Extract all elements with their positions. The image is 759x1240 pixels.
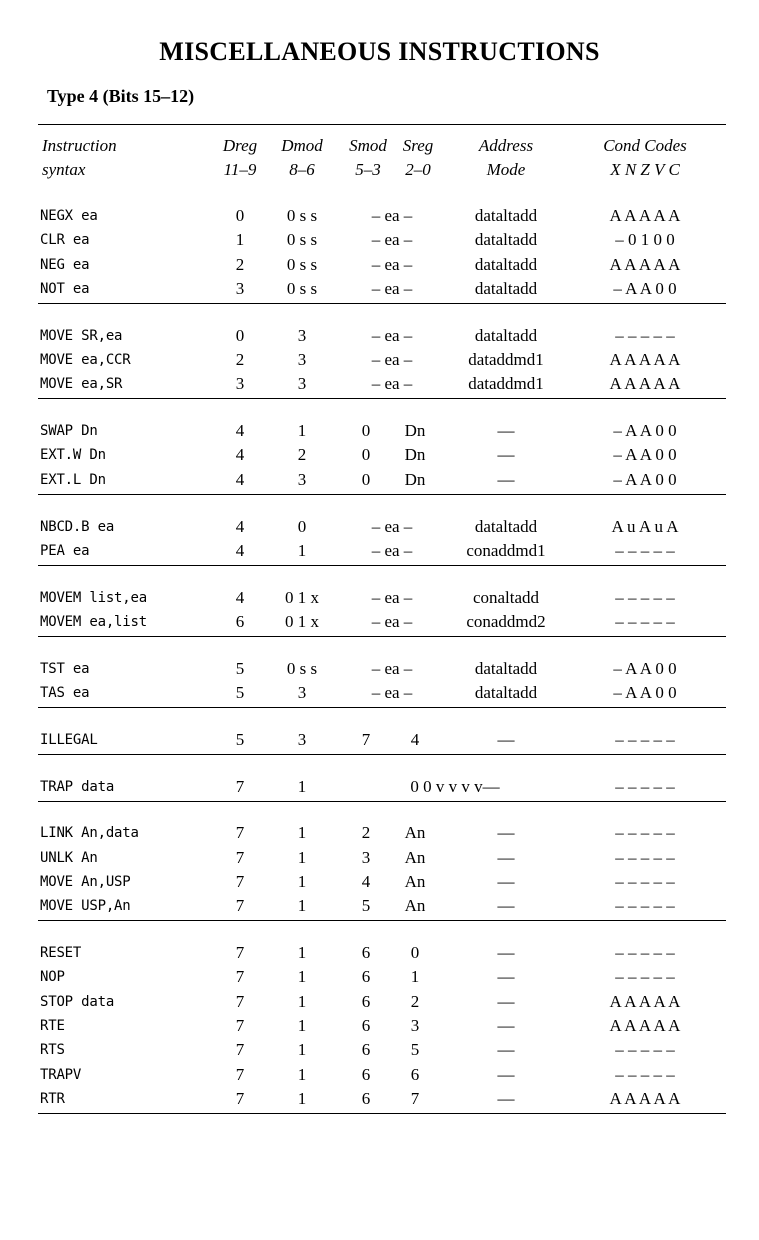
cell-dmod: 0 s s — [286, 659, 318, 678]
cell-dreg: 7 — [235, 1016, 245, 1035]
cell-dreg: 6 — [235, 612, 245, 631]
cell-dmod: 0 — [297, 517, 307, 536]
cell-sreg: Dn — [404, 421, 426, 440]
cell-addr: — — [497, 872, 515, 891]
cell-dreg: 4 — [235, 470, 245, 489]
cell-dreg: 3 — [235, 374, 245, 393]
cell-cond: – – – – – — [615, 777, 675, 796]
cell-dmod: 0 s s — [286, 206, 318, 225]
cell-ea: – ea – — [371, 612, 413, 631]
cell-dreg: 2 — [235, 255, 245, 274]
cell-cond: – A A 0 0 — [613, 421, 677, 440]
cell-ea: – ea – — [371, 350, 413, 369]
header-address-mode — [456, 134, 556, 182]
cell-dmod: 3 — [297, 730, 307, 749]
cell-vector: 0 0 v v v v— — [410, 777, 500, 796]
cell-cond: – 0 1 0 0 — [615, 230, 675, 249]
cell-cond: A A A A A — [609, 206, 681, 225]
cell-smod: 6 — [361, 992, 371, 1011]
cell-dmod: 1 — [297, 823, 307, 842]
page-title: MISCELLANEOUS INSTRUCTIONS — [159, 37, 600, 66]
cell-addr: dataltadd — [474, 326, 538, 345]
cell-dmod: 0 s s — [286, 255, 318, 274]
header-syntax — [42, 134, 117, 182]
cell-smod: 7 — [361, 730, 371, 749]
cell-syntax: RTR — [40, 1091, 65, 1107]
cell-syntax: TRAPV — [40, 1067, 82, 1083]
header-dreg — [210, 134, 270, 182]
cell-cond: – – – – – — [615, 588, 675, 607]
cell-dreg: 3 — [235, 279, 245, 298]
header-top-rule — [38, 124, 726, 125]
cell-dmod: 2 — [297, 445, 307, 464]
cell-ea: – ea – — [371, 541, 413, 560]
cell-smod: 6 — [361, 1040, 371, 1059]
header-cond-codes — [578, 134, 712, 182]
cell-dmod: 3 — [297, 374, 307, 393]
cell-cond: A A A A A — [609, 1089, 681, 1108]
cell-cond: – – – – – — [615, 1040, 675, 1059]
cell-dmod: 0 s s — [286, 279, 318, 298]
cell-dreg: 4 — [235, 445, 245, 464]
cell-syntax: NOP — [40, 969, 65, 985]
cell-dreg: 7 — [235, 1089, 245, 1108]
cell-addr: dataltadd — [474, 659, 538, 678]
header-address-line2: Mode — [486, 160, 526, 179]
header-smod-line1: Smod — [349, 136, 387, 155]
cell-dreg: 5 — [235, 659, 245, 678]
cell-addr: — — [497, 992, 515, 1011]
cell-cond: – – – – – — [615, 1065, 675, 1084]
cell-syntax: MOVEM ea,list — [40, 614, 147, 630]
cell-ea: – ea – — [371, 374, 413, 393]
cell-cond: – – – – – — [615, 896, 675, 915]
cell-addr: — — [497, 1016, 515, 1035]
cell-cond: – A A 0 0 — [613, 445, 677, 464]
header-sreg-line2: 2–0 — [405, 160, 431, 179]
cell-cond: A A A A A — [609, 992, 681, 1011]
cell-smod: 3 — [361, 848, 371, 867]
cell-syntax: TRAP data — [40, 779, 115, 795]
cell-dreg: 4 — [235, 421, 245, 440]
cell-syntax: CLR ea — [40, 232, 90, 248]
cell-addr: — — [497, 1040, 515, 1059]
cell-sreg: 0 — [410, 943, 420, 962]
cell-dmod: 1 — [297, 943, 307, 962]
cell-addr: — — [497, 730, 515, 749]
group-divider — [38, 754, 726, 755]
cell-dmod: 1 — [297, 1040, 307, 1059]
cell-addr: — — [497, 1065, 515, 1084]
cell-dreg: 7 — [235, 967, 245, 986]
cell-cond: – – – – – — [615, 967, 675, 986]
cell-ea: – ea – — [371, 517, 413, 536]
cell-addr: — — [497, 943, 515, 962]
cell-dreg: 7 — [235, 896, 245, 915]
cell-dmod: 1 — [297, 1016, 307, 1035]
cell-dreg: 7 — [235, 943, 245, 962]
cell-addr: dataltadd — [474, 279, 538, 298]
cell-addr: — — [497, 896, 515, 915]
cell-sreg: 2 — [410, 992, 420, 1011]
cell-dmod: 3 — [297, 683, 307, 702]
cell-cond: – – – – – — [615, 730, 675, 749]
group-divider — [38, 636, 726, 637]
header-address-line1: Address — [478, 136, 534, 155]
cell-dreg: 0 — [235, 206, 245, 225]
cell-dreg: 0 — [235, 326, 245, 345]
cell-smod: 6 — [361, 1065, 371, 1084]
cell-cond: A u A u A — [611, 517, 679, 536]
cell-dmod: 1 — [297, 992, 307, 1011]
cell-cond: – – – – – — [615, 848, 675, 867]
cell-addr: — — [497, 470, 515, 489]
cell-syntax: MOVE USP,An — [40, 898, 131, 914]
cell-addr: conaddmd1 — [466, 541, 546, 560]
cell-cond: A A A A A — [609, 350, 681, 369]
cell-dreg: 5 — [235, 730, 245, 749]
group-divider — [38, 303, 726, 304]
cell-dreg: 7 — [235, 992, 245, 1011]
cell-dmod: 1 — [297, 1089, 307, 1108]
cell-addr: dataltadd — [474, 517, 538, 536]
group-divider — [38, 1113, 726, 1114]
cell-syntax: RTE — [40, 1018, 65, 1034]
header-dreg-line1: Dreg — [222, 136, 258, 155]
header-dreg-line2: 11–9 — [223, 160, 257, 179]
header-sreg — [388, 134, 448, 182]
cell-ea: – ea – — [371, 326, 413, 345]
cell-smod: 0 — [361, 470, 371, 489]
cell-cond: – – – – – — [615, 823, 675, 842]
cell-cond: A A A A A — [609, 374, 681, 393]
cell-smod: 5 — [361, 896, 371, 915]
cell-syntax: MOVE SR,ea — [40, 328, 123, 344]
cell-dreg: 4 — [235, 588, 245, 607]
cell-syntax: SWAP Dn — [40, 423, 98, 439]
cell-addr: dataddmd1 — [468, 350, 544, 369]
cell-syntax: PEA ea — [40, 543, 90, 559]
cell-addr: — — [497, 848, 515, 867]
cell-syntax: NOT ea — [40, 281, 90, 297]
cell-addr: dataltadd — [474, 230, 538, 249]
cell-ea: – ea – — [371, 230, 413, 249]
cell-syntax: NEG ea — [40, 257, 90, 273]
cell-syntax: TAS ea — [40, 685, 90, 701]
cell-dreg: 7 — [235, 1040, 245, 1059]
cell-dmod: 1 — [297, 967, 307, 986]
cell-dreg: 4 — [235, 541, 245, 560]
cell-syntax: RESET — [40, 945, 82, 961]
cell-cond: – A A 0 0 — [613, 659, 677, 678]
cell-syntax: RTS — [40, 1042, 65, 1058]
cell-addr: dataltadd — [474, 683, 538, 702]
cell-ea: – ea – — [371, 279, 413, 298]
cell-sreg: 7 — [410, 1089, 420, 1108]
cell-smod: 6 — [361, 967, 371, 986]
cell-dmod: 1 — [297, 872, 307, 891]
cell-dreg: 5 — [235, 683, 245, 702]
cell-sreg: 4 — [410, 730, 420, 749]
cell-addr: dataltadd — [474, 206, 538, 225]
cell-dmod: 3 — [297, 350, 307, 369]
cell-sreg: 6 — [410, 1065, 420, 1084]
cell-cond: – – – – – — [615, 872, 675, 891]
cell-syntax: MOVE An,USP — [40, 874, 131, 890]
cell-cond: – – – – – — [615, 541, 675, 560]
cell-cond: – – – – – — [615, 612, 675, 631]
cell-syntax: STOP data — [40, 994, 115, 1010]
cell-syntax: TST ea — [40, 661, 90, 677]
cell-dmod: 1 — [297, 896, 307, 915]
cell-ea: – ea – — [371, 659, 413, 678]
header-smod-line2: 5–3 — [355, 160, 381, 179]
header-sreg-line1: Sreg — [402, 136, 434, 155]
cell-dreg: 4 — [235, 517, 245, 536]
cell-dmod: 1 — [297, 848, 307, 867]
header-cond-line1: Cond Codes — [603, 136, 687, 155]
group-divider — [38, 920, 726, 921]
cell-smod: 6 — [361, 1089, 371, 1108]
cell-syntax: UNLK An — [40, 850, 98, 866]
cell-sreg: Dn — [404, 445, 426, 464]
cell-syntax: MOVE ea,CCR — [40, 352, 131, 368]
cell-sreg: An — [404, 896, 426, 915]
group-divider — [38, 801, 726, 802]
header-dmod-line2: 8–6 — [289, 160, 315, 179]
cell-cond: – – – – – — [615, 943, 675, 962]
header-cond-line2: X N Z V C — [610, 160, 680, 179]
cell-smod: 0 — [361, 421, 371, 440]
header-dmod — [272, 134, 332, 182]
cell-addr: — — [497, 967, 515, 986]
cell-addr: dataddmd1 — [468, 374, 544, 393]
cell-dmod: 0 s s — [286, 230, 318, 249]
group-divider — [38, 398, 726, 399]
cell-ea: – ea – — [371, 683, 413, 702]
cell-cond: – A A 0 0 — [613, 279, 677, 298]
header-dmod-line1: Dmod — [281, 136, 323, 155]
cell-dmod: 3 — [297, 470, 307, 489]
cell-smod: 6 — [361, 943, 371, 962]
cell-cond: A A A A A — [609, 1016, 681, 1035]
cell-dmod: 1 — [297, 1065, 307, 1084]
cell-smod: 2 — [361, 823, 371, 842]
group-divider — [38, 707, 726, 708]
cell-smod: 0 — [361, 445, 371, 464]
cell-ea: – ea – — [371, 588, 413, 607]
group-divider — [38, 565, 726, 566]
cell-dreg: 2 — [235, 350, 245, 369]
cell-syntax: EXT.L Dn — [40, 472, 106, 488]
cell-dreg: 7 — [235, 848, 245, 867]
cell-cond: – A A 0 0 — [613, 470, 677, 489]
cell-cond: – A A 0 0 — [613, 683, 677, 702]
cell-syntax: ILLEGAL — [40, 732, 98, 748]
cell-addr: — — [497, 823, 515, 842]
cell-addr: — — [497, 445, 515, 464]
section-subtitle: Type 4 (Bits 15–12) — [47, 86, 195, 106]
cell-dreg: 7 — [235, 823, 245, 842]
cell-smod: 4 — [361, 872, 371, 891]
group-divider — [38, 494, 726, 495]
cell-sreg: An — [404, 848, 426, 867]
cell-syntax: LINK An,data — [40, 825, 139, 841]
header-syntax-line2: syntax — [42, 160, 86, 179]
cell-dreg: 7 — [235, 777, 245, 796]
cell-dmod: 1 — [297, 421, 307, 440]
cell-dreg: 7 — [235, 872, 245, 891]
cell-cond: – – – – – — [615, 326, 675, 345]
cell-ea: – ea – — [371, 206, 413, 225]
cell-sreg: 5 — [410, 1040, 420, 1059]
cell-addr: — — [497, 1089, 515, 1108]
cell-addr: dataltadd — [474, 255, 538, 274]
cell-syntax: MOVEM list,ea — [40, 590, 147, 606]
cell-syntax: MOVE ea,SR — [40, 376, 123, 392]
cell-dreg: 1 — [235, 230, 245, 249]
cell-syntax: NBCD.B ea — [40, 519, 115, 535]
cell-addr: conaltadd — [472, 588, 540, 607]
cell-smod: 6 — [361, 1016, 371, 1035]
cell-ea: – ea – — [371, 255, 413, 274]
cell-addr: — — [497, 421, 515, 440]
cell-sreg: An — [404, 823, 426, 842]
cell-dmod: 0 1 x — [285, 612, 319, 631]
cell-sreg: Dn — [404, 470, 426, 489]
cell-dmod: 1 — [297, 541, 307, 560]
cell-sreg: An — [404, 872, 426, 891]
cell-cond: A A A A A — [609, 255, 681, 274]
cell-dmod: 1 — [297, 777, 307, 796]
cell-sreg: 3 — [410, 1016, 420, 1035]
cell-addr: conaddmd2 — [466, 612, 546, 631]
cell-dmod: 3 — [297, 326, 307, 345]
cell-syntax: NEGX ea — [40, 208, 98, 224]
cell-sreg: 1 — [410, 967, 420, 986]
cell-syntax: EXT.W Dn — [40, 447, 106, 463]
cell-dmod: 0 1 x — [285, 588, 319, 607]
header-syntax-line1: Instruction — [42, 136, 117, 155]
cell-dreg: 7 — [235, 1065, 245, 1084]
